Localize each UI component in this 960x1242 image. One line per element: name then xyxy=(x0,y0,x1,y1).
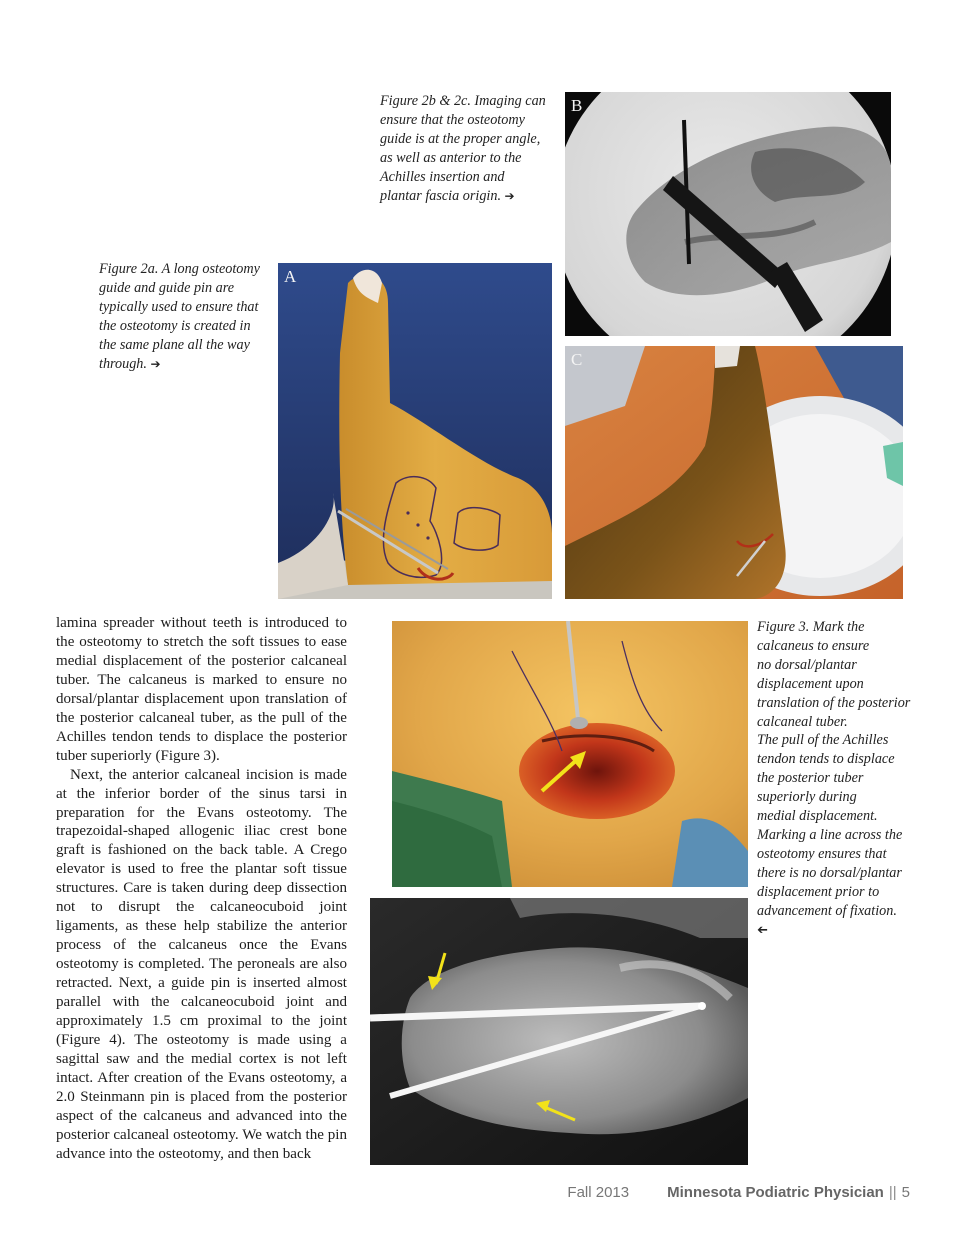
body-paragraph: Next, the anterior calcaneal incision is made at the inferior border of the sinus tarsi in preparation for the Evans osteotomy. The trapezoidal-shaped allogenic iliac crest bone graft is fashioned on the back table. A Crego elevator is used to free the plantar soft tissue structures. Care is taken during deep dissection not to disrupt the calcaneocuboid joint ligaments, as these help stabilize the anterior process of the calcaneus once the Evans osteotomy is completed. The peroneals are also retracted. Next, a guide pin is inserted almost parallel with the calcaneocuboid joint and approximately 1.5 cm proximal to the joint (Figure 4). The osteotomy is made using a sagittal saw and the medial cortex is not left intact. After creation of the Evans osteotomy, a 2.0 Steinmann pin is placed from the posterior aspect of the calcaneus and advanced into the posterior calcaneal osteotomy. We watch the pin advance into the osteotomy, and then back xyxy=(56,766,347,1162)
caption-text: plantar fascia origin. xyxy=(380,187,501,204)
body-paragraph: lamina spreader without teeth is introduced to the osteotomy to stretch the soft tissues to ease medial displacement of the posterior calcaneal tuber. The calcaneus is marked to ensure no dorsal/plantar displacement upon translation of the posterior calcaneal tuber, as the pull of the Achilles tendon tends to displace the posterior tuber superiorly (Figure 3). xyxy=(56,615,347,764)
caption-line: Figure 2a. A long osteotomy xyxy=(99,261,260,277)
caption-line: Marking a line across the xyxy=(757,826,903,843)
caption-line: calcaneal tuber. xyxy=(757,713,848,730)
figure-2a-caption xyxy=(99,260,274,373)
caption-line: guide is at the proper angle, xyxy=(380,130,541,147)
caption-line: Figure 2b & 2c. Imaging can xyxy=(380,93,546,109)
caption-line: superiorly during xyxy=(757,789,857,806)
page-footer xyxy=(567,1184,910,1201)
caption-arrow-line xyxy=(757,921,927,941)
panel-label-a: A xyxy=(284,267,297,286)
caption-line-last xyxy=(380,187,560,206)
caption-line-last xyxy=(99,355,274,374)
magazine-title: Minnesota Podiatric Physician xyxy=(667,1184,884,1201)
caption-line: there is no dorsal/plantar xyxy=(757,864,902,881)
figure-2b-fluoroscopy-image xyxy=(565,92,891,336)
figure-2a-foot-photo xyxy=(278,263,552,599)
caption-line: as well as anterior to the xyxy=(380,149,522,166)
caption-line: translation of the posterior xyxy=(757,694,911,711)
caption-line: The pull of the Achilles xyxy=(757,732,889,749)
caption-line: typically used to ensure that xyxy=(99,298,259,315)
figure-4-xray-image xyxy=(370,898,748,1165)
arrow-right-icon: ➔ xyxy=(150,356,161,371)
caption-line: medial displacement. xyxy=(757,808,878,825)
figure-3-osteotomy-photo xyxy=(392,621,748,887)
caption-line: advancement of fixation. xyxy=(757,902,897,919)
caption-line: guide and guide pin are xyxy=(99,279,235,296)
caption-line: the posterior tuber xyxy=(757,770,864,787)
figure-2c-foot-photo xyxy=(565,346,903,599)
article-body-text xyxy=(56,614,347,1164)
caption-line: tendon tends to displace xyxy=(757,751,895,768)
caption-line: the osteotomy is created in xyxy=(99,317,251,334)
caption-line: displacement prior to xyxy=(757,883,880,900)
caption-line: the same plane all the way xyxy=(99,336,250,353)
panel-label-c: C xyxy=(571,350,583,369)
caption-line: ensure that the osteotomy xyxy=(380,111,525,128)
footer-separator: || xyxy=(888,1184,897,1201)
panel-label-b: B xyxy=(571,96,583,115)
caption-line: calcaneus to ensure xyxy=(757,637,870,654)
arrow-right-icon: ➔ xyxy=(504,188,515,203)
caption-line: Achilles insertion and xyxy=(380,168,505,185)
caption-text: through. xyxy=(99,355,147,372)
issue-date: Fall 2013 xyxy=(567,1184,630,1201)
page-number: 5 xyxy=(901,1184,910,1201)
caption-line: Figure 3. Mark the xyxy=(757,619,865,635)
arrow-left-icon: ➔ xyxy=(757,922,768,938)
caption-line: osteotomy ensures that xyxy=(757,845,887,862)
figure-2bc-caption xyxy=(380,92,560,205)
caption-line: displacement upon xyxy=(757,675,864,692)
caption-line: no dorsal/plantar xyxy=(757,656,857,673)
figure-3-caption xyxy=(757,618,927,940)
